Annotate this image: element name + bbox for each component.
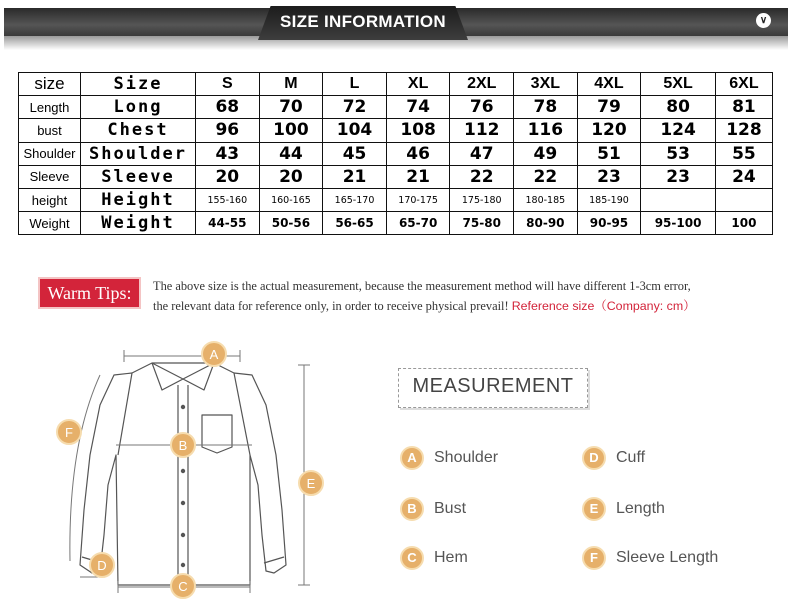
table-cell: 81 (715, 96, 772, 119)
table-cell: 2XL (450, 73, 514, 96)
warm-tips-text (153, 276, 773, 316)
table-cell: 78 (514, 96, 578, 119)
table-cell: 3XL (514, 73, 578, 96)
table-cell: 80-90 (514, 212, 578, 235)
table-cell: 80 (641, 96, 716, 119)
marker-e (299, 471, 323, 495)
table-cell: 4XL (577, 73, 641, 96)
table-cell: 21 (323, 165, 387, 188)
table-cell: 50-56 (259, 212, 323, 235)
table-cell: 47 (450, 142, 514, 165)
shirt-buttons (181, 405, 185, 567)
table-row (19, 188, 773, 211)
table-cell (715, 188, 772, 211)
legend-label: Hem (434, 549, 468, 566)
table-cell: 23 (641, 165, 716, 188)
measurement-title: MEASUREMENT (412, 375, 574, 397)
row-name: Weight (81, 212, 196, 235)
table-cell: 68 (196, 96, 260, 119)
table-row (19, 142, 773, 165)
table-header-label: size (19, 73, 81, 96)
table-cell: 120 (577, 119, 641, 142)
table-cell: 23 (577, 165, 641, 188)
table-cell: 20 (259, 165, 323, 188)
sleeve-length-measure-line (70, 375, 100, 561)
table-cell: 56-65 (323, 212, 387, 235)
table-cell: 5XL (641, 73, 716, 96)
table-row (19, 96, 773, 119)
legend-badge: E (582, 497, 606, 521)
legend-label: Length (616, 500, 665, 517)
table-row (19, 165, 773, 188)
reference-size-note: Reference size（Company: cm） (511, 299, 696, 313)
table-cell: M (259, 73, 323, 96)
table-cell: 76 (450, 96, 514, 119)
legend-label: Cuff (616, 449, 646, 466)
table-cell: 70 (259, 96, 323, 119)
warm-tips-line-2 (153, 296, 773, 316)
table-cell: 128 (715, 119, 772, 142)
table-cell: XL (386, 73, 450, 96)
legend-badge: C (400, 546, 424, 570)
table-cell: 180-185 (514, 188, 578, 211)
row-name: Height (81, 188, 196, 211)
row-name: Sleeve (81, 165, 196, 188)
shirt-outline (80, 363, 286, 585)
table-cell: 44-55 (196, 212, 260, 235)
table-cell: 51 (577, 142, 641, 165)
table-cell: 72 (323, 96, 387, 119)
table-cell: 45 (323, 142, 387, 165)
table-cell: 75-80 (450, 212, 514, 235)
svg-text:B: B (178, 438, 188, 453)
page-title: SIZE INFORMATION (280, 12, 446, 31)
table-cell: 100 (259, 119, 323, 142)
table-cell: 160-165 (259, 188, 323, 211)
table-header-row (19, 73, 773, 96)
legend-label: Bust (434, 500, 467, 517)
table-cell: 124 (641, 119, 716, 142)
legend-item-sleeve-length (582, 545, 718, 571)
svg-text:C: C (178, 579, 188, 594)
table-cell: 6XL (715, 73, 772, 96)
svg-text:A: A (209, 347, 219, 362)
table-cell (641, 188, 716, 211)
table-cell: 90-95 (577, 212, 641, 235)
row-name: Shoulder (81, 142, 196, 165)
row-name: Chest (81, 119, 196, 142)
marker-c (171, 574, 195, 598)
row-label: Weight (19, 212, 81, 235)
table-header-name: Size (81, 73, 196, 96)
table-cell: 155-160 (196, 188, 260, 211)
legend-badge: A (400, 446, 424, 470)
row-label: Length (19, 96, 81, 119)
table-cell: 112 (450, 119, 514, 142)
size-table (18, 72, 773, 235)
legend-badge: D (582, 446, 606, 470)
shirt-placket (178, 385, 188, 583)
svg-text:E: E (306, 476, 316, 491)
table-cell: 95-100 (641, 212, 716, 235)
table-cell: 53 (641, 142, 716, 165)
table-cell: 65-70 (386, 212, 450, 235)
row-label: height (19, 188, 81, 211)
table-cell: 22 (514, 165, 578, 188)
svg-text:F: F (65, 425, 73, 440)
svg-text:D: D (97, 558, 107, 573)
table-cell: 79 (577, 96, 641, 119)
table-cell: 24 (715, 165, 772, 188)
marker-d (90, 553, 114, 577)
table-cell: 20 (196, 165, 260, 188)
legend-item-cuff (582, 445, 645, 471)
section-header (0, 0, 792, 52)
table-row (19, 212, 773, 235)
table-cell: 21 (386, 165, 450, 188)
table-cell: 96 (196, 119, 260, 142)
legend-item-shoulder (400, 445, 498, 471)
shirt-diagram (40, 335, 340, 610)
table-cell: 49 (514, 142, 578, 165)
table-cell: 165-170 (323, 188, 387, 211)
table-row (19, 119, 773, 142)
shirt-collar (152, 363, 214, 390)
table-cell: 44 (259, 142, 323, 165)
warm-tips-line-2-text: the relevant data for reference only, in order to receive physical prevail! (153, 299, 509, 313)
table-cell: 43 (196, 142, 260, 165)
warm-tips-label: Warm Tips: (40, 279, 139, 307)
table-cell: 74 (386, 96, 450, 119)
table-cell: L (323, 73, 387, 96)
row-label: Shoulder (19, 142, 81, 165)
legend-badge: B (400, 497, 424, 521)
shirt-pocket (202, 415, 232, 453)
table-cell: 108 (386, 119, 450, 142)
table-cell: 46 (386, 142, 450, 165)
legend-badge: F (582, 546, 606, 570)
table-cell: 170-175 (386, 188, 450, 211)
legend-item-length (582, 496, 665, 522)
table-cell: 55 (715, 142, 772, 165)
row-label: bust (19, 119, 81, 142)
table-cell: 22 (450, 165, 514, 188)
table-cell: S (196, 73, 260, 96)
chevron-down-icon[interactable]: ∨ (756, 13, 771, 28)
warm-tips-line-1: The above size is the actual measurement, because the measurement method will have different 1-3cm error, (153, 279, 691, 293)
table-cell: 116 (514, 119, 578, 142)
legend-item-bust (400, 496, 466, 522)
marker-b (171, 433, 195, 457)
row-name: Long (81, 96, 196, 119)
table-cell: 185-190 (577, 188, 641, 211)
legend-label: Sleeve Length (616, 549, 719, 566)
marker-a (202, 342, 226, 366)
table-cell: 104 (323, 119, 387, 142)
legend-item-hem (400, 545, 468, 571)
table-cell: 175-180 (450, 188, 514, 211)
table-cell: 100 (715, 212, 772, 235)
marker-f (57, 420, 81, 444)
row-label: Sleeve (19, 165, 81, 188)
legend-label: Shoulder (434, 449, 499, 466)
